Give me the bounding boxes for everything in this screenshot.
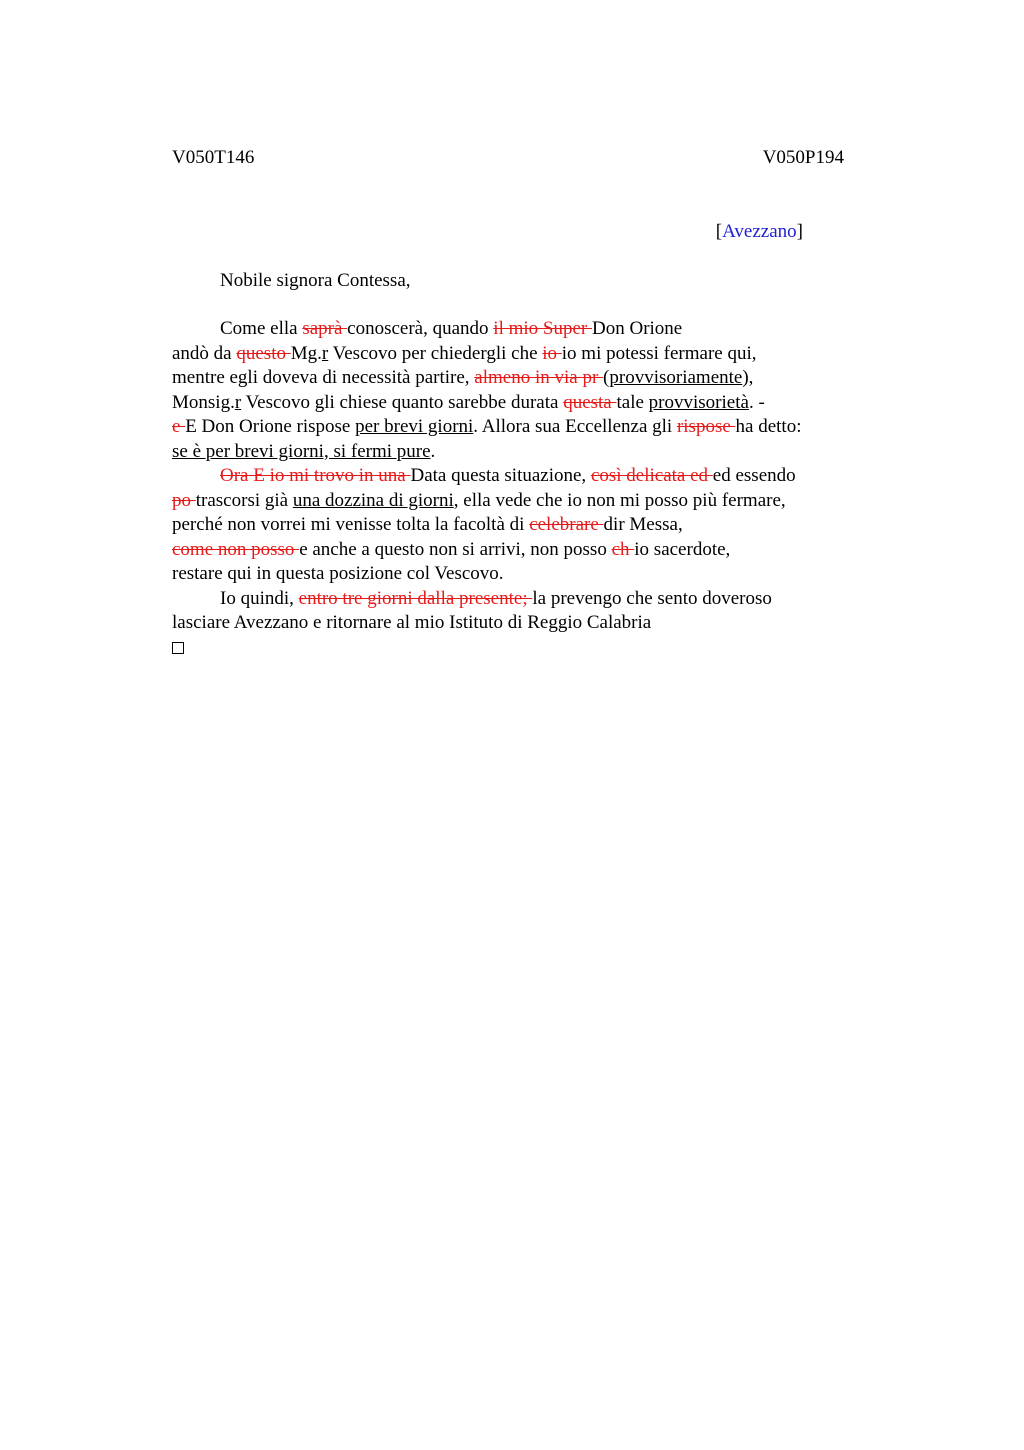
text-segment: Mg. xyxy=(290,342,322,364)
deleted-text: come non posso xyxy=(172,538,300,560)
text-segment: ( xyxy=(603,367,610,388)
text-segment: Don Orione xyxy=(592,318,683,339)
text-segment: la prevengo che sento doveroso xyxy=(532,587,772,609)
place-annotation xyxy=(716,220,803,244)
text-line xyxy=(172,611,872,636)
text-segment: mentre egli doveva di necessità partire, xyxy=(172,367,475,388)
text-segment: . xyxy=(430,440,436,462)
text-segment: tale xyxy=(616,391,649,413)
underlined-text: r xyxy=(321,342,329,364)
deleted-text: ch xyxy=(611,538,635,560)
text-segment: io sacerdote, xyxy=(634,538,731,560)
deleted-text: almeno in via pr xyxy=(474,367,604,388)
text-line xyxy=(172,415,872,440)
text-segment: . - xyxy=(748,391,765,413)
text-segment: e anche a questo non si arrivi, non posso xyxy=(299,538,612,560)
place-name: Avezzano xyxy=(722,221,797,242)
deleted-text: e xyxy=(172,416,186,437)
text-line xyxy=(172,513,872,538)
underlined-text: una dozzina di giorni xyxy=(292,489,454,511)
text-segment: , ella vede che io non mi posso più fermare, xyxy=(453,489,786,511)
deleted-text: entro tre giorni dalla presente; xyxy=(298,587,533,609)
text-line xyxy=(172,342,872,367)
place-open-bracket: [ xyxy=(715,221,723,242)
deleted-text: io xyxy=(542,342,562,364)
underlined-text: provvisoriamente xyxy=(609,367,743,388)
deleted-text: questo xyxy=(236,342,291,364)
text-segment: dir Messa, xyxy=(603,514,683,535)
text-segment: lasciare Avezzano e ritornare al mio Istituto di Reggio Calabria xyxy=(172,612,652,633)
end-marker-line xyxy=(172,636,872,661)
text-line xyxy=(172,538,872,563)
empty-square-icon xyxy=(172,642,184,654)
text-line xyxy=(172,391,872,416)
text-segment: perché non vorrei mi venisse tolta la facoltà di xyxy=(172,514,530,535)
text-segment: conoscerà, quando xyxy=(347,318,494,339)
deleted-text: il mio Super xyxy=(493,318,592,339)
text-segment: Io quindi, xyxy=(220,587,299,609)
text-segment: . Allora sua Eccellenza gli xyxy=(473,416,677,437)
deleted-text: po xyxy=(172,489,196,511)
text-segment: io mi potessi fermare qui, xyxy=(561,342,757,364)
text-line xyxy=(172,317,872,342)
place-close-bracket: ] xyxy=(796,221,803,242)
text-line xyxy=(172,464,872,489)
deleted-text: rispose xyxy=(676,416,736,437)
underlined-text: provvisorietà xyxy=(648,391,749,413)
letter-body xyxy=(172,317,872,660)
text-segment: trascorsi già xyxy=(195,489,293,511)
underlined-text: per brevi giorni xyxy=(355,416,474,437)
text-line xyxy=(172,562,872,587)
underlined-text: r xyxy=(234,391,242,413)
deleted-text: celebrare xyxy=(529,514,604,535)
deleted-text: Ora E io mi trovo in una xyxy=(220,465,411,486)
text-segment: ha detto: xyxy=(735,416,802,437)
text-segment: ed essendo xyxy=(712,465,796,486)
text-segment: Vescovo gli chiese quanto sarebbe durata xyxy=(241,391,564,413)
deleted-text: così delicata ed xyxy=(590,465,713,486)
text-segment: Come ella xyxy=(220,318,303,339)
text-line xyxy=(172,587,872,612)
deleted-text: saprà xyxy=(302,318,348,339)
salutation: Nobile signora Contessa, xyxy=(220,270,411,291)
text-segment: andò da xyxy=(172,342,237,364)
text-segment: ), xyxy=(742,367,754,388)
text-segment: E Don Orione rispose xyxy=(185,416,356,437)
text-line xyxy=(172,366,872,391)
document-code-right: V050P194 xyxy=(762,147,844,168)
text-segment: Data questa situazione, xyxy=(410,465,591,486)
text-segment: restare qui in questa posizione col Vescovo. xyxy=(172,563,504,584)
deleted-text: questa xyxy=(563,391,617,413)
text-segment: Monsig. xyxy=(172,391,235,413)
document-code-left: V050T146 xyxy=(172,147,255,168)
text-line xyxy=(172,440,872,465)
underlined-text: se è per brevi giorni, si fermi pure xyxy=(172,440,431,462)
text-line xyxy=(172,489,872,514)
text-segment: Vescovo per chiedergli che xyxy=(328,342,543,364)
